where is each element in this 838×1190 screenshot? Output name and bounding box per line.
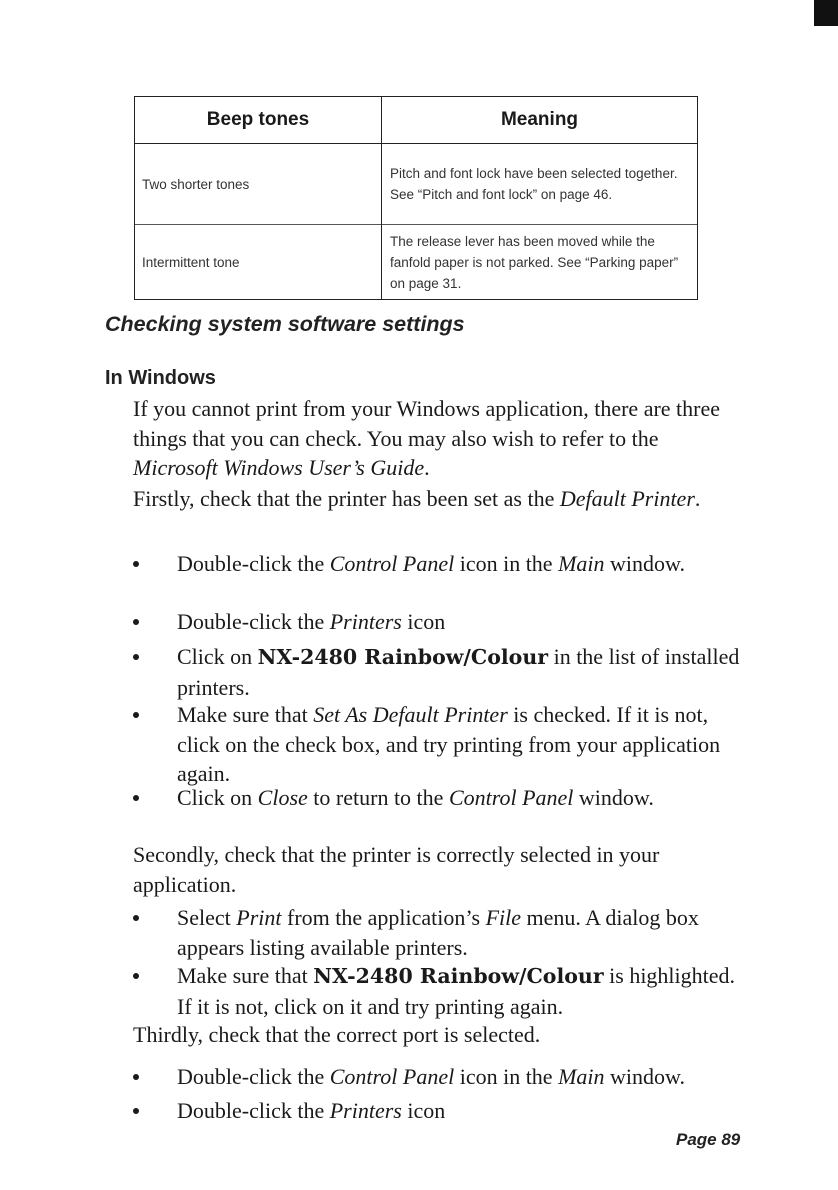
page-number: Page 89 bbox=[676, 1130, 741, 1149]
printer-name: NX-2480 Rainbow/Colour bbox=[313, 964, 604, 988]
table-row bbox=[135, 225, 698, 300]
list-item: Double-click the Printers icon bbox=[133, 1096, 743, 1126]
beep-tone-cell: Intermittent tone bbox=[135, 225, 382, 300]
header-beep-tones: Beep tones bbox=[135, 97, 382, 144]
bullet-icon bbox=[133, 795, 139, 801]
beep-tone-cell: Two shorter tones bbox=[135, 144, 382, 225]
secondly-paragraph: Secondly, check that the printer is correctly selected in your application. bbox=[133, 842, 660, 897]
list-item: Make sure that NX-2480 Rainbow/Colour is highlighted. If it is not, click on it and try printing again. bbox=[133, 961, 743, 1021]
bullet-icon bbox=[133, 1074, 139, 1080]
printer-name: NX-2480 Rainbow/Colour bbox=[257, 645, 549, 669]
bullet-icon bbox=[133, 619, 139, 625]
list-item: Click on Close to return to the Control Panel window. bbox=[133, 783, 743, 813]
subsection-title: In Windows bbox=[105, 367, 216, 389]
guide-title: Microsoft Windows User’s Guide bbox=[133, 455, 425, 480]
list-item: Double-click the Printers icon bbox=[133, 607, 743, 637]
bullet-icon bbox=[133, 1108, 139, 1114]
meaning-cell: The release lever has been moved while the fanfold paper is not parked. See “Parking paper” on page 31. bbox=[382, 225, 698, 300]
table-header-row bbox=[135, 97, 698, 144]
section-title: Checking system software settings bbox=[105, 312, 465, 336]
page-corner-mark bbox=[814, 0, 838, 26]
meaning-cell: Pitch and font lock have been selected together. See “Pitch and font lock” on page 46. bbox=[382, 144, 698, 225]
list-item: Double-click the Control Panel icon in the Main window. bbox=[133, 549, 743, 579]
firstly-paragraph: Firstly, check that the printer has been set as the Default Printer. bbox=[133, 486, 701, 511]
list-item: Make sure that Set As Default Printer is checked. If it is not, click on the check box, and try printing from your application again. bbox=[133, 700, 743, 789]
intro-paragraph: If you cannot print from your Windows application, there are three things that you can check. You may also wish to refer to the Microsoft Windows User’s Guide. bbox=[133, 396, 721, 480]
table-row bbox=[135, 144, 698, 225]
bullet-icon bbox=[133, 654, 139, 660]
list-item: Click on NX-2480 Rainbow/Colour in the list of installed printers. bbox=[133, 642, 743, 702]
beep-tones-table bbox=[134, 96, 698, 300]
bullet-icon bbox=[133, 712, 139, 718]
list-item: Select Print from the application’s File menu. A dialog box appears listing available printers. bbox=[133, 903, 743, 962]
bullet-icon bbox=[133, 973, 139, 979]
bullet-icon bbox=[133, 915, 139, 921]
bullet-icon bbox=[133, 561, 139, 567]
list-item: Double-click the Control Panel icon in the Main window. bbox=[133, 1062, 743, 1092]
header-meaning: Meaning bbox=[382, 97, 698, 144]
thirdly-paragraph: Thirdly, check that the correct port is selected. bbox=[133, 1022, 541, 1047]
